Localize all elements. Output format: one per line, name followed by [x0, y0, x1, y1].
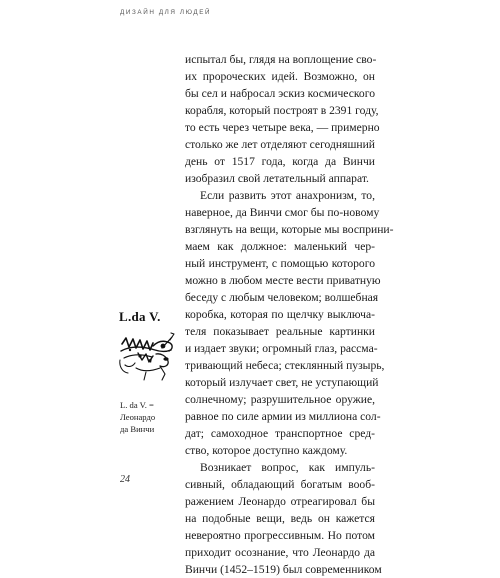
text-line: Возникает вопрос, как импуль- [200, 461, 375, 474]
text-line: сивный, обладающий богатым вооб- [185, 478, 375, 491]
text-line: равное по силе армии из миллиона сол- [185, 410, 381, 423]
text-line: можно в любом месте вести приватную [185, 274, 381, 287]
text-line: наверное, да Винчи смог бы по-новому [185, 206, 380, 219]
text-line: тривающий небеса; стеклянный пузырь, [185, 359, 385, 372]
text-line: коробка, которая по щелчку выключа- [185, 308, 375, 321]
text-line: ражением Леонардо отреагировал бы [185, 495, 375, 508]
text-line: испытал бы, глядя на воплощение сво- [185, 53, 377, 66]
text-line: день от 1517 года, когда да Винчи [185, 155, 375, 168]
figure-caption [120, 399, 180, 435]
text-line: изобразил свой летательный аппарат. [185, 172, 369, 185]
text-line: Винчи (1452–1519) был современником [185, 563, 382, 576]
text-line: дат; самоходное транспортное сред- [185, 427, 375, 440]
caption-line: да Винчи [120, 424, 155, 434]
caption-line: L. da V. = [120, 400, 154, 410]
text-line: то есть через четыре века, — примерно [185, 121, 380, 134]
body-text [185, 51, 394, 578]
text-line: теля показывает реальные картинки [185, 325, 375, 338]
signature-text: L.da V. [119, 309, 161, 324]
text-line: ство, которое доступно каждому. [185, 444, 348, 457]
caption-line: Леонардо [120, 412, 156, 422]
text-line: взглянуть на вещи, которые мы восприни- [185, 223, 394, 236]
text-line: беседу с любым человеком; волшебная [185, 291, 379, 304]
text-line: на подобные вещи, ведь он кажется [185, 512, 375, 525]
text-line: невероятно прогрессивным. Но потом [185, 529, 375, 542]
page-number: 24 [120, 474, 130, 485]
text-line: их пророческих идей. Возможно, он [185, 70, 375, 83]
text-line: столько же лет отделяют сегодняшний [185, 138, 375, 151]
text-line: приходит осознание, что Леонардо да [185, 546, 375, 559]
running-head: ДИЗАЙН ДЛЯ ЛЮДЕЙ [120, 9, 212, 16]
text-line: и издает звуки; огромный глаз, рассма- [185, 342, 378, 355]
text-line: бы сел и набросал эскиз космического [185, 87, 375, 100]
text-line: ный инструмент, с помощью которого [185, 257, 375, 270]
text-line: который излучает свет, не уступающий [185, 376, 379, 389]
text-line: Если развить этот анахронизм, то, [200, 189, 375, 202]
text-line: корабля, который построят в 2391 году, [185, 104, 379, 117]
text-line: маем как должное: маленький чер- [185, 240, 375, 253]
text-line: солнечному; разрушительное оружие, [185, 393, 375, 406]
